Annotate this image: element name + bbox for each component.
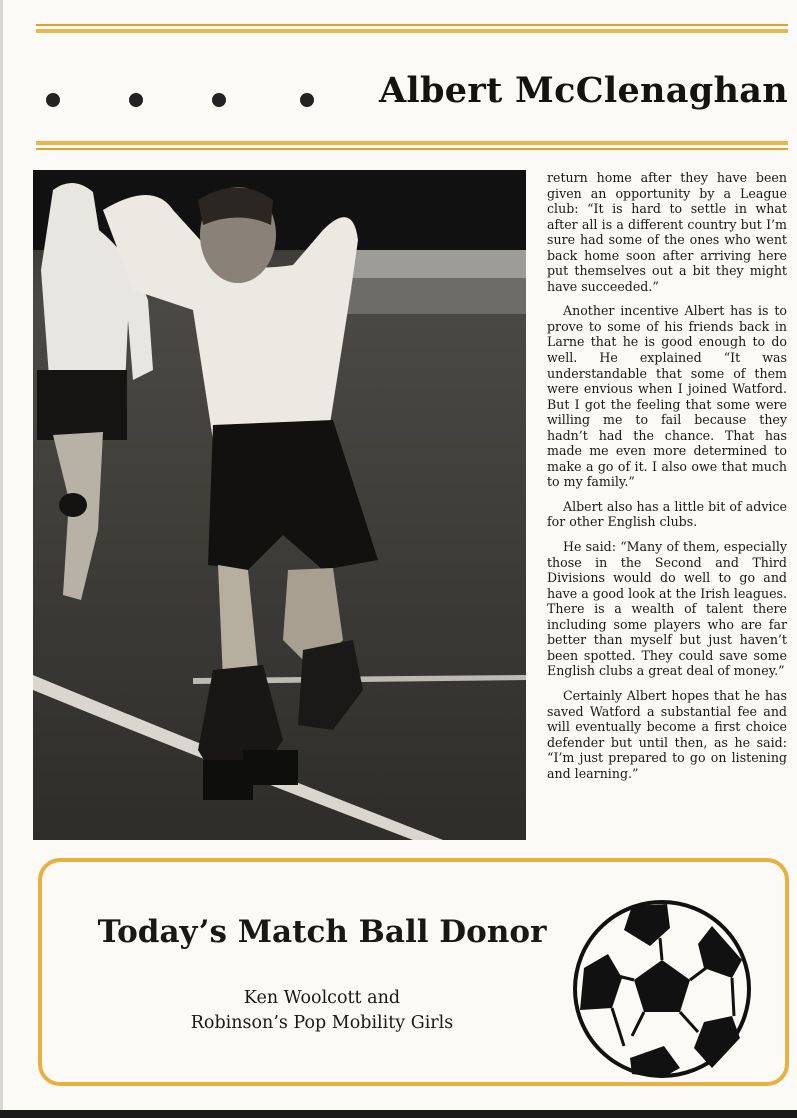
bullet-dot-icon: [129, 93, 143, 107]
bullet-dot-icon: [212, 93, 226, 107]
article-paragraph: Albert also has a little bit of advice for other English clubs.: [547, 498, 787, 530]
donor-title: Today’s Match Ball Donor: [97, 914, 547, 950]
page-bottom-edge: [0, 1110, 797, 1118]
bullet-dot-icon: [46, 93, 60, 107]
article-paragraph: Certainly Albert hopes that he has saved Watford a substantial fee and will eventually become a first choice defender but until then, as he said: “I’m just prepared to go on listening and learning.”: [547, 687, 787, 781]
top-divider: [36, 24, 788, 33]
donor-name-line: Ken Woolcott and: [243, 988, 401, 1008]
article-text: [547, 170, 787, 790]
header-divider: [36, 141, 788, 150]
donor-name-line: Robinson’s Pop Mobility Girls: [190, 1013, 454, 1033]
article-paragraph: He said: “Many of them, especially those in the Second and Third Divisions would do well to go and have a good look at the Irish leagues. There is a wealth of talent there including some players who are far better than myself but just haven’t been spotted. They could save some English clubs a great deal of money.”: [547, 539, 787, 679]
match-ball-donor-box: [38, 858, 789, 1086]
bullet-dot-icon: [300, 93, 314, 107]
page-header: [36, 66, 788, 126]
page-edge-shadow: [0, 0, 3, 1118]
page-title: Albert McClenaghan: [378, 70, 788, 111]
article-paragraph: return home after they have been given an opportunity by a League club: “It is hard to settle in what after all is a different country but I’m sure had some of the ones who went back home soon after arriving here put themselves out a bit they might have succeeded.”: [547, 170, 787, 294]
football-player-photo: [33, 170, 526, 840]
article-paragraph: Another incentive Albert has is to prove to some of his friends back in Larne that he is good enough to do well. He explained “It was understandable that some of them were envious when I joined Watford. But I got the feeling that some were willing me to fail because they hadn’t had the chance. That has made me even more determined to make a go of it. I also owe that much to my family.”: [547, 303, 787, 490]
football-icon: [572, 898, 752, 1080]
